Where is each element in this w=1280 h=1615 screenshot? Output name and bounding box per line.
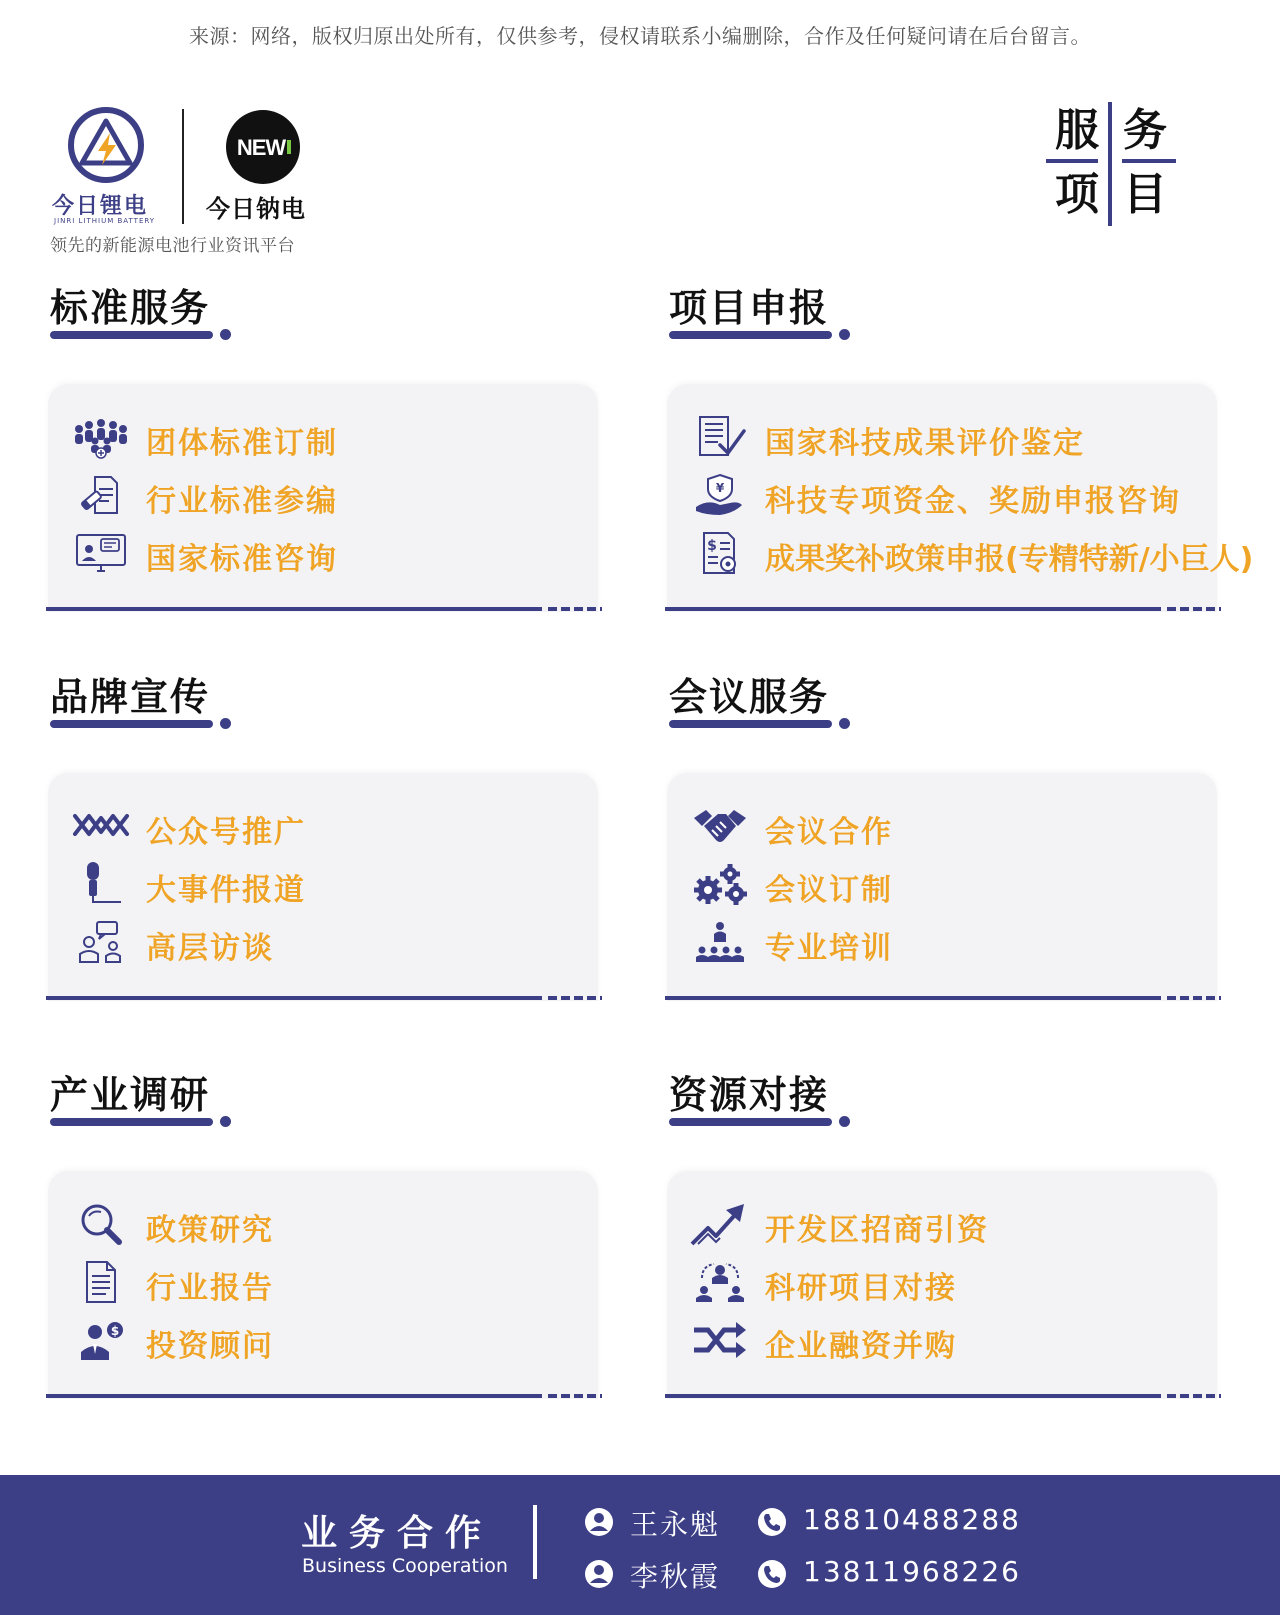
card-dashes: [548, 996, 602, 1000]
service-card: [48, 1171, 598, 1399]
service-card: [667, 1171, 1217, 1399]
card-baseline: [46, 1394, 542, 1398]
phone-icon: [757, 1559, 787, 1589]
list-item: [687, 528, 1254, 578]
item-label: 成果奖补政策申报(专精特新/小巨人): [765, 542, 1254, 577]
brand-divider: [182, 109, 184, 224]
section-heading: 资源对接: [669, 1073, 830, 1117]
list-item: [68, 470, 588, 520]
contact-phone-text[interactable]: 13811968226: [803, 1555, 1021, 1588]
service-card: [667, 384, 1254, 612]
hand-money-icon: [687, 472, 753, 518]
advisor-icon: [68, 1317, 134, 1363]
list-item: [687, 1257, 1207, 1307]
service-card: [48, 384, 598, 612]
item-label: 公众号推广: [146, 815, 306, 850]
footer-cooperation: [0, 1475, 1280, 1615]
gears-icon: [687, 861, 753, 907]
footer-title: 业务合作: [301, 1513, 494, 1554]
item-label: 国家科技成果评价鉴定: [765, 426, 1085, 461]
heading-underline: [50, 1118, 213, 1126]
heading-underline: [669, 720, 832, 728]
section-heading: 会议服务: [669, 675, 830, 719]
item-label: 会议订制: [765, 873, 893, 908]
network-icon: [68, 803, 134, 849]
item-label: 团体标准订制: [146, 426, 338, 461]
person-icon: [584, 1507, 614, 1537]
presentation-icon: [68, 530, 134, 576]
growth-chart-icon: [687, 1201, 753, 1247]
item-label: 专业培训: [765, 931, 893, 966]
training-icon: [687, 919, 753, 965]
tagline: 领先的新能源电池行业资讯平台: [50, 236, 295, 256]
handshake-icon: [687, 803, 753, 849]
list-item: [687, 1199, 1207, 1249]
service-card: [667, 773, 1217, 1001]
interview-icon: [68, 919, 134, 965]
card-dashes: [1167, 607, 1221, 611]
item-label: 会议合作: [765, 815, 893, 850]
heading-dot: [220, 329, 231, 340]
item-label: 政策研究: [146, 1213, 274, 1248]
person-icon: [584, 1559, 614, 1589]
shuffle-icon: [687, 1317, 753, 1363]
heading-dot: [839, 718, 850, 729]
heading-underline: [50, 720, 213, 728]
section-heading: 项目申报: [669, 286, 830, 330]
service-card: [48, 773, 598, 1001]
item-label: 行业标准参编: [146, 484, 338, 519]
item-label: 科研项目对接: [765, 1271, 957, 1306]
card-baseline: [665, 996, 1161, 1000]
heading-dot: [220, 1116, 231, 1127]
heading-underline: [50, 331, 213, 339]
card-dashes: [1167, 996, 1221, 1000]
magnifier-icon: [68, 1201, 134, 1247]
card-dashes: [548, 607, 602, 611]
list-item: [68, 1199, 588, 1249]
list-item: [68, 412, 588, 462]
title-divider-left: [1046, 159, 1098, 163]
contact-name-text: 李秋霞: [630, 1560, 721, 1593]
item-label: 投资顾问: [146, 1329, 274, 1364]
card-baseline: [46, 996, 542, 1000]
title-badge: [1046, 102, 1176, 227]
microphone-icon: [68, 861, 134, 907]
section-heading: 标准服务: [50, 286, 211, 330]
lightning-logo-icon: [66, 105, 146, 185]
contact-name-text: 王永魁: [630, 1508, 721, 1541]
title-char: 项: [1055, 169, 1099, 220]
item-label: 高层访谈: [146, 931, 274, 966]
list-item: [687, 801, 1207, 851]
card-baseline: [46, 607, 542, 611]
title-char: 目: [1123, 169, 1167, 220]
list-item: [68, 917, 588, 967]
logo-b-name: 今日钠电: [206, 195, 306, 223]
list-item: [68, 528, 588, 578]
list-item: [68, 859, 588, 909]
money-document-icon: [687, 530, 753, 576]
list-item: [68, 1257, 588, 1307]
item-label: 大事件报道: [146, 873, 306, 908]
report-icon: [68, 1259, 134, 1305]
new-logo-icon: [225, 109, 301, 185]
contact-phone-text[interactable]: 18810488288: [803, 1503, 1021, 1536]
card-dashes: [1167, 1394, 1221, 1398]
list-item: [687, 1315, 1207, 1365]
list-item: [687, 470, 1207, 520]
checklist-icon: [687, 414, 753, 460]
title-divider-vertical: [1108, 102, 1112, 226]
phone-icon: [757, 1507, 787, 1537]
logo-a-subtitle: JINRI LITHIUM BATTERY: [54, 217, 156, 225]
title-char: 务: [1123, 105, 1167, 156]
item-label: 开发区招商引资: [765, 1213, 989, 1248]
section-heading: 品牌宣传: [50, 675, 211, 719]
team-icon: [687, 1259, 753, 1305]
source-note: 来源：网络，版权归原出处所有，仅供参考，侵权请联系小编删除，合作及任何疑问请在后台留言。: [189, 24, 1091, 48]
heading-dot: [220, 718, 231, 729]
card-dashes: [548, 1394, 602, 1398]
item-label: 科技专项资金、奖励申报咨询: [765, 484, 1181, 519]
item-label: 企业融资并购: [765, 1329, 957, 1364]
list-item: [687, 917, 1207, 967]
logo-b-mark: NEW: [236, 135, 286, 160]
footer-subtitle: Business Cooperation: [302, 1555, 508, 1577]
list-item: [687, 859, 1207, 909]
card-baseline: [665, 607, 1161, 611]
brand-block: [50, 105, 330, 255]
document-edit-icon: [68, 472, 134, 518]
list-item: [687, 412, 1207, 462]
card-baseline: [665, 1394, 1161, 1398]
list-item: [68, 801, 588, 851]
title-char: 服: [1055, 105, 1099, 156]
heading-underline: [669, 331, 832, 339]
logo-a-name: 今日锂电: [52, 194, 149, 219]
heading-dot: [839, 329, 850, 340]
crowd-icon: [68, 414, 134, 460]
item-label: 行业报告: [146, 1271, 274, 1306]
list-item: [68, 1315, 588, 1365]
footer-divider: [533, 1505, 537, 1579]
heading-underline: [669, 1118, 832, 1126]
heading-dot: [839, 1116, 850, 1127]
title-divider-right: [1122, 159, 1176, 163]
section-heading: 产业调研: [50, 1073, 211, 1117]
item-label: 国家标准咨询: [146, 542, 338, 577]
